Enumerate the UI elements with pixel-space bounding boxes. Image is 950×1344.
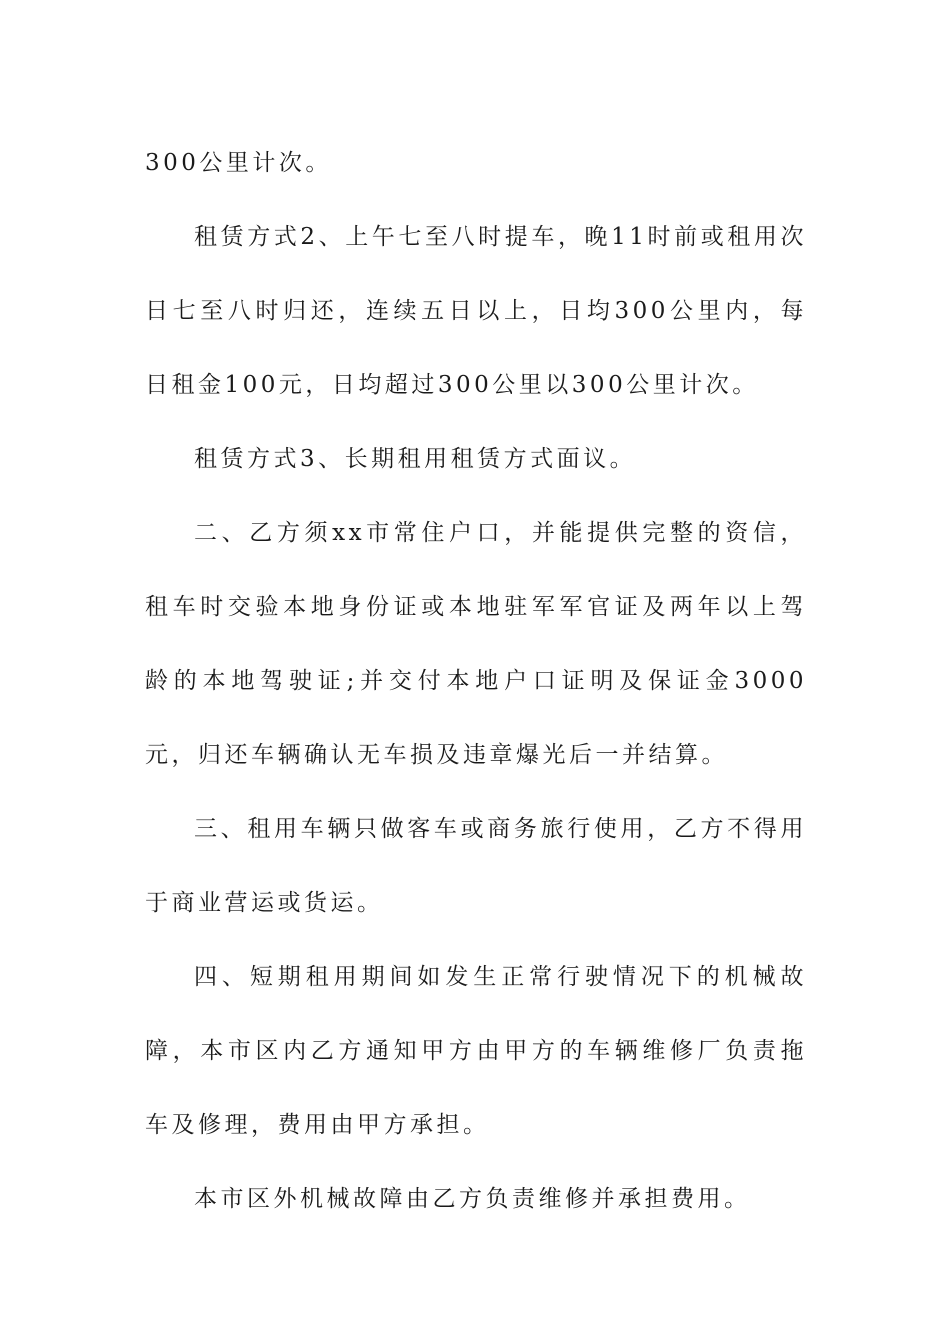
paragraph-continuation: 300公里计次。 <box>145 150 332 176</box>
paragraph-rental-mode-2: 租赁方式2、上午七至八时提车，晚11时前或租用次日七至八时归还，连续五日以上，日均300公里内，每日租金100元，日均超过300公里以300公里计次。 <box>145 224 807 398</box>
paragraph-clause-2: 二、乙方须xx市常住户口，并能提供完整的资信，租车时交验本地身份证或本地驻军军官证及两年以上驾龄的本地驾驶证;并交付本地户口证明及保证金3000元，归还车辆确认无车损及违章爆光后一并结算。 <box>145 520 807 768</box>
paragraph-clause-4: 四、短期租用期间如发生正常行驶情况下的机械故障，本市区内乙方通知甲方由甲方的车辆维修厂负责拖车及修理，费用由甲方承担。 <box>145 964 807 1138</box>
paragraph-clause-4-outside: 本市区外机械故障由乙方负责维修并承担费用。 <box>194 1186 751 1212</box>
document-body <box>145 126 807 1236</box>
paragraph-rental-mode-3: 租赁方式3、长期租用租赁方式面议。 <box>194 446 637 472</box>
paragraph-clause-3: 三、租用车辆只做客车或商务旅行使用，乙方不得用于商业营运或货运。 <box>145 816 807 916</box>
